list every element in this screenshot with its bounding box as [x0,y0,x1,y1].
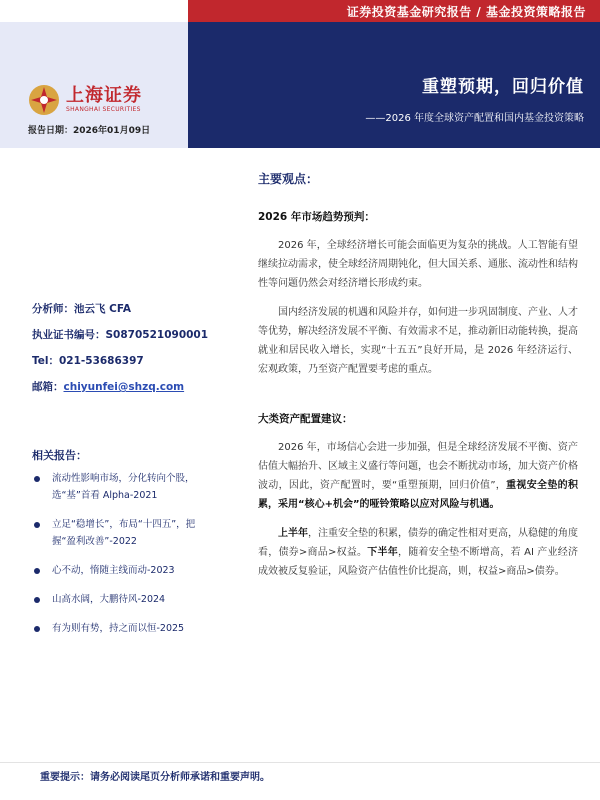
bullet-icon [34,597,40,603]
allocation-advice-title: 大类资产配置建议： [258,413,353,425]
market-outlook-paragraph-1: 2026 年，全球经济增长可能会面临更为复杂的挑战。人工智能有望继续拉动需求，使全球经济周期钝化，但大国关系、通胀、流动性和结构性等问题仍然会对经济增长形成约束。 [258,240,578,289]
first-half-label: 上半年 [278,528,308,539]
related-report-label: 流动性影响市场，分化转向个股，选“基”首看 Alpha-2021 [52,473,195,501]
related-report-label: 立足“稳增长”，布局“十四五”，把握“盈利改善”-2022 [52,519,196,547]
market-outlook-title: 2026 年市场趋势预判： [258,211,375,223]
allocation-advice-paragraph-2 [258,524,578,581]
report-date: 报告日期：2026年01月09日 [28,126,151,136]
key-points-heading: 主要观点： [258,172,319,186]
report-subtitle: ——2026 年度全球资产配置和国内基金投资策略 [365,113,584,124]
analyst-email-row [32,374,207,400]
logo-name-en: SHANGHAI SECURITIES [66,106,141,113]
report-title: 重塑预期，回归价值 [422,77,584,97]
analyst-license: 执业证书编号：S0870521090001 [32,329,209,341]
related-report-label: 心不动，惰随主线而动-2023 [52,565,175,576]
allocation-advice-highlight: 重视安全垫的积累，采用“核心+机会”的哑铃策略以应对风险与机遇。 [258,480,578,510]
analyst-name: 分析师：池云飞 CFA [32,303,131,315]
main-content [258,170,578,591]
title-banner [188,22,600,148]
bullet-icon [34,568,40,574]
related-report-label: 山高水阔，大鹏待风-2024 [52,594,166,605]
first-half-text: ，注重安全垫的积累，债券的确定性相对更高，从稳健的角度看，债券>商品>权益。 [258,528,578,558]
related-report-item[interactable] [32,591,204,608]
analyst-info [32,296,207,400]
company-logo [28,84,142,116]
related-report-item[interactable] [32,562,204,579]
related-report-item[interactable] [32,620,204,637]
analyst-email-link[interactable]: chiyunfei@shzq.com [63,381,185,393]
related-report-item[interactable] [32,516,204,550]
logo-name-cn: 上海证券 [66,85,142,106]
market-outlook-paragraph-2: 国内经济发展的机遇和风险并存，如何进一步巩固制度、产业、人才等优势，解决经济发展不平衡、有效需求不足，推动新旧动能转换，提高就业和居民收入增长，实现“十五五”良好开局，是 2026 年经济运行、宏观政策，乃至资产配置要考虑的重点。 [258,307,578,375]
allocation-advice-paragraph-1 [258,438,578,514]
logo-emblem-icon [28,84,60,116]
related-reports-title: 相关报告： [32,449,87,462]
related-report-item[interactable] [32,470,204,504]
footer-divider [0,762,600,763]
email-label: 邮箱： [32,381,64,393]
related-report-label: 有为则有势，持之而以恒-2025 [52,623,185,634]
analyst-phone: Tel：021-53686397 [32,355,144,367]
report-series-band [188,0,600,22]
second-half-text: ，随着安全垫不断增高，若 AI 产业经济成效被反复验证，风险资产估值性价比提高，则，权益>商品>债券。 [258,547,578,577]
bullet-icon [34,626,40,632]
bullet-icon [34,522,40,528]
report-series-label: 证券投资基金研究报告 / 基金投资策略报告 [346,5,586,19]
related-reports-list [32,470,204,649]
second-half-label: 下半年 [367,547,398,558]
allocation-advice-text: 2026 年，市场信心会进一步加强，但是全球经济发展不平衡、资产估值大幅抬升、区域主义盛行等问题，也会不断扰动市场，加大资产价格波动，因此，资产配置时，要“重塑预期，回归价值”， [258,442,578,491]
footer-notice: 重要提示：请务必阅读尾页分析师承诺和重要声明。 [40,772,270,783]
bullet-icon [34,476,40,482]
